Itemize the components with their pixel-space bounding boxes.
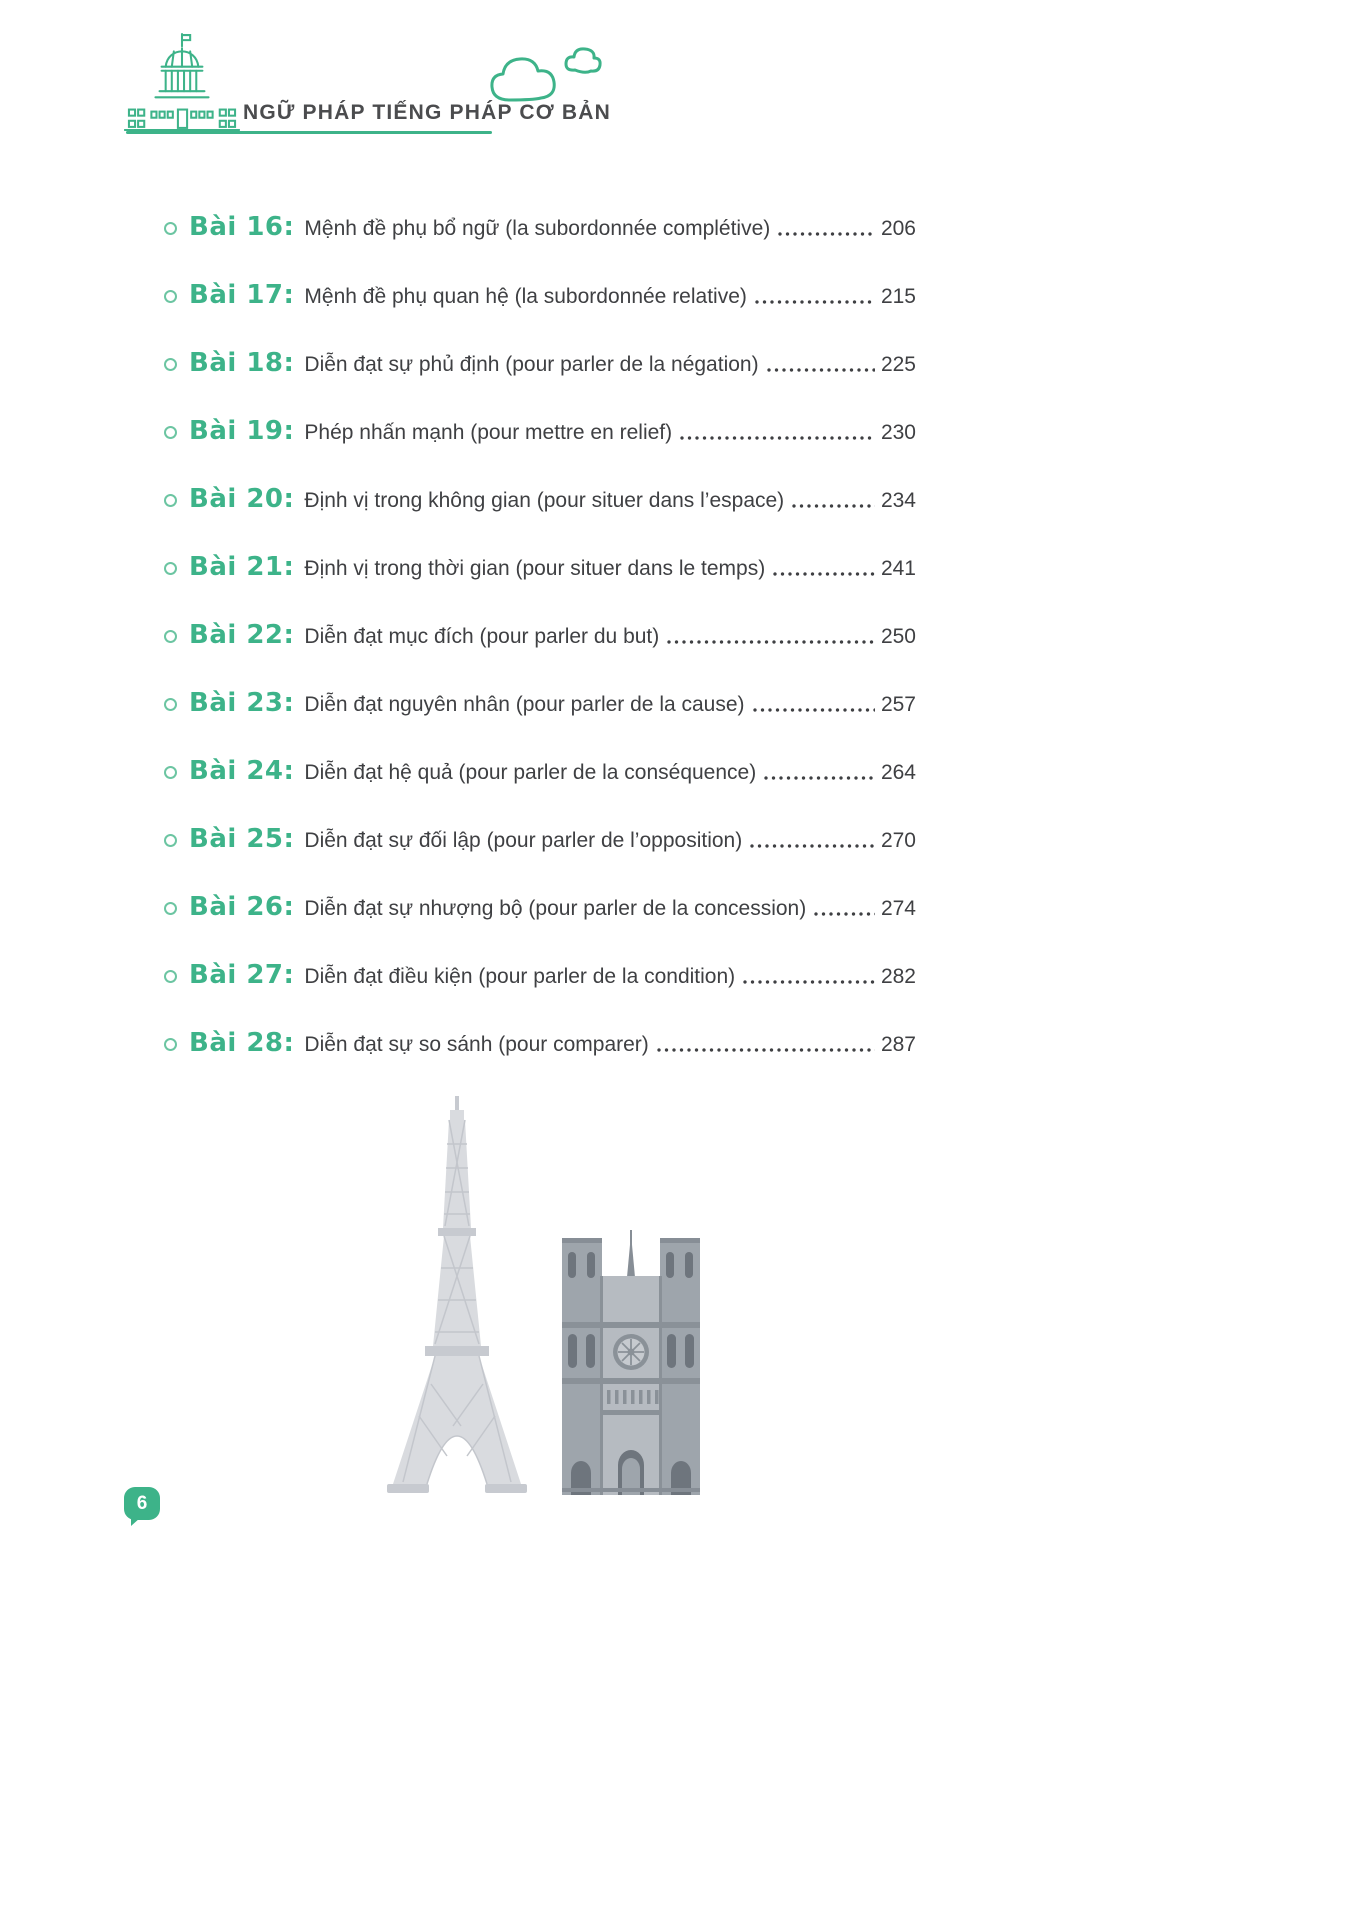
circle-bullet-icon: [164, 698, 177, 711]
lesson-page-number: 234: [880, 489, 916, 512]
lesson-page-number: 241: [880, 557, 916, 580]
dot-leader: [656, 1046, 875, 1054]
lesson-title: Diễn đạt sự so sánh (pour comparer): [304, 1033, 649, 1056]
table-of-contents: [164, 212, 916, 1096]
lesson-label: Bài 27:: [189, 960, 295, 990]
lesson-label: Bài 18:: [189, 348, 295, 378]
lesson-page-number: 282: [880, 965, 916, 988]
lesson-label: Bài 21:: [189, 552, 295, 582]
lesson-page-number: 215: [880, 285, 916, 308]
circle-bullet-icon: [164, 562, 177, 575]
circle-bullet-icon: [164, 630, 177, 643]
dot-leader: [772, 570, 875, 578]
dot-leader: [763, 774, 875, 782]
lesson-page-number: 287: [880, 1033, 916, 1056]
dot-leader: [749, 842, 875, 850]
lesson-page-number: 230: [880, 421, 916, 444]
circle-bullet-icon: [164, 222, 177, 235]
lesson-title: Diễn đạt sự phủ định (pour parler de la négation): [304, 353, 759, 376]
circle-bullet-icon: [164, 358, 177, 371]
lesson-label: Bài 22:: [189, 620, 295, 650]
lesson-page-number: 257: [880, 693, 916, 716]
lesson-title: Diễn đạt mục đích (pour parler du but): [304, 625, 660, 648]
lesson-title: Định vị trong thời gian (pour situer dans le temps): [304, 557, 766, 580]
dot-leader: [766, 366, 875, 374]
lesson-label: Bài 19:: [189, 416, 295, 446]
dot-leader: [742, 978, 875, 986]
lesson-label: Bài 26:: [189, 892, 295, 922]
lesson-title: Diễn đạt sự đối lập (pour parler de l’opposition): [304, 829, 743, 852]
toc-entry: [164, 756, 916, 788]
dot-leader: [754, 298, 875, 306]
toc-entry: [164, 280, 916, 312]
toc-entry: [164, 348, 916, 380]
header-underline: [126, 131, 492, 134]
lesson-title: Định vị trong không gian (pour situer dans l’espace): [304, 489, 785, 512]
lesson-title: Diễn đạt nguyên nhân (pour parler de la cause): [304, 693, 745, 716]
circle-bullet-icon: [164, 290, 177, 303]
dot-leader: [777, 230, 875, 238]
notre-dame-illustration: [556, 1230, 706, 1495]
lesson-title: Diễn đạt sự nhượng bộ (pour parler de la concession): [304, 897, 807, 920]
lesson-title: Phép nhấn mạnh (pour mettre en relief): [304, 421, 673, 444]
toc-entry: [164, 824, 916, 856]
circle-bullet-icon: [164, 426, 177, 439]
lesson-title: Diễn đạt điều kiện (pour parler de la condition): [304, 965, 736, 988]
circle-bullet-icon: [164, 970, 177, 983]
circle-bullet-icon: [164, 902, 177, 915]
circle-bullet-icon: [164, 766, 177, 779]
dot-leader: [679, 434, 875, 442]
clouds-icon: [478, 44, 608, 108]
lesson-page-number: 270: [880, 829, 916, 852]
toc-entry: [164, 960, 916, 992]
toc-entry: [164, 416, 916, 448]
dot-leader: [666, 638, 875, 646]
lesson-label: Bài 24:: [189, 756, 295, 786]
lesson-title: Mệnh đề phụ quan hệ (la subordonnée relative): [304, 285, 747, 308]
lesson-title: Mệnh đề phụ bổ ngữ (la subordonnée complétive): [304, 217, 771, 240]
pantheon-building-icon: [124, 32, 240, 132]
toc-entry: [164, 212, 916, 244]
lesson-label: Bài 20:: [189, 484, 295, 514]
lesson-page-number: 264: [880, 761, 916, 784]
lesson-page-number: 250: [880, 625, 916, 648]
lesson-page-number: 274: [880, 897, 916, 920]
circle-bullet-icon: [164, 494, 177, 507]
toc-entry: [164, 1028, 916, 1060]
lesson-label: Bài 17:: [189, 280, 295, 310]
circle-bullet-icon: [164, 834, 177, 847]
toc-entry: [164, 484, 916, 516]
page-number: 6: [136, 1492, 148, 1514]
lesson-title: Diễn đạt hệ quả (pour parler de la conséquence): [304, 761, 757, 784]
lesson-page-number: 206: [880, 217, 916, 240]
lesson-label: Bài 25:: [189, 824, 295, 854]
toc-entry: [164, 552, 916, 584]
page-number-badge: [124, 1487, 160, 1520]
lesson-label: Bài 16:: [189, 212, 295, 242]
dot-leader: [791, 502, 875, 510]
lesson-label: Bài 23:: [189, 688, 295, 718]
dot-leader: [752, 706, 875, 714]
toc-entry: [164, 688, 916, 720]
lesson-page-number: 225: [880, 353, 916, 376]
toc-entry: [164, 892, 916, 924]
book-title: NGỮ PHÁP TIẾNG PHÁP CƠ BẢN: [243, 101, 611, 124]
toc-entry: [164, 620, 916, 652]
circle-bullet-icon: [164, 1038, 177, 1051]
eiffel-tower-illustration: [383, 1096, 531, 1498]
dot-leader: [813, 910, 875, 918]
lesson-label: Bài 28:: [189, 1028, 295, 1058]
